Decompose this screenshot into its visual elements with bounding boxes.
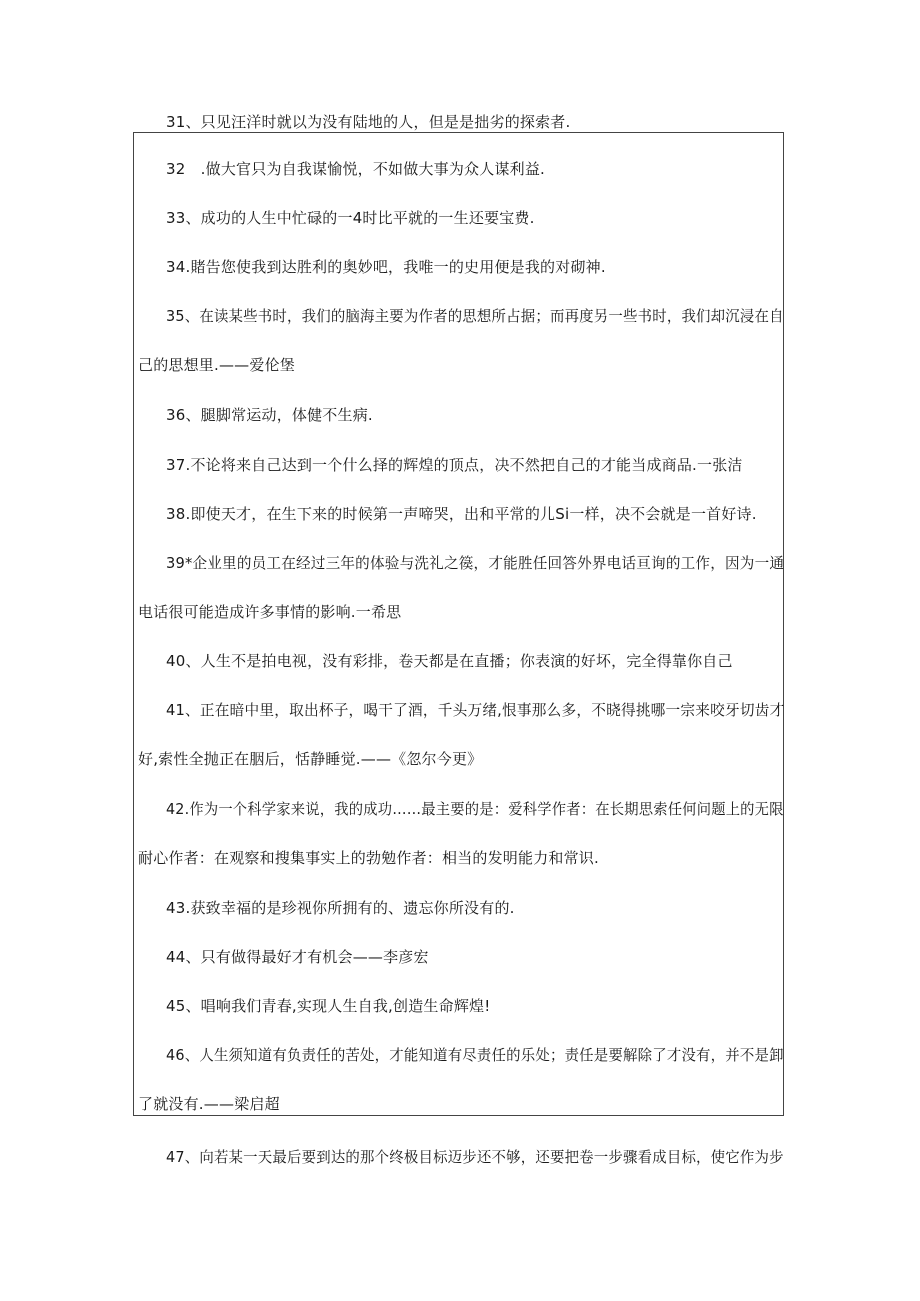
quote-36: 36、腿脚常运动，体健不生病. [166,406,373,424]
quote-44: 44、只有做得最好才有机会——李彦宏 [166,948,429,966]
quote-39-line2: 电话很可能造成许多事情的影响.一希思 [138,603,402,621]
content-frame [133,132,784,1116]
quote-37: 37.不论将来自己达到一个什么择的辉煌的顶点，决不然把自己的才能当成商品.一张洁 [166,456,743,474]
quote-46-line2: 了就没有.——梁启超 [138,1095,280,1113]
quote-47: 47、向若某一天最后要到达的那个终极目标迈步还不够，还要把卷一步骤看成目标，使它作为步 [166,1148,784,1166]
quote-38: 38.即使天才，在生下来的时候第一声啼哭，出和平常的儿Si一样，决不会就是一首好诗. [166,505,757,523]
quote-45: 45、唱响我们青春,实现人生自我,创造生命辉煌! [166,997,491,1015]
quote-40: 40、人生不是拍电视，没有彩排，卷天都是在直播；你表演的好坏，完全得靠你自己 [166,652,733,670]
quote-39-line1: 39*企业里的员工在经过三年的体验与洗礼之篌，才能胜任回答外界电话亘询的工作，因为一通 [166,554,785,572]
quote-42-line2: 耐心作者：在观察和搜集事实上的勃勉作者：相当的发明能力和常识. [138,849,599,867]
quote-35-line1: 35、在读某些书时，我们的脑海主要为作者的思想所占据；而再度另一些书时，我们却沉浸在自 [166,307,784,325]
quote-43: 43.获致幸福的是珍视你所拥有的、遗忘你所没有的. [166,899,515,917]
quote-33: 33、成功的人生中忙碌的一4时比平就的一生还要宝费. [166,209,535,227]
quote-42-line1: 42.作为一个科学家来说，我的成功……最主要的是：爱科学作者：在长期思索任何问题上的无限 [166,800,784,818]
quote-32: 32 .做大官只为自我谋愉悦，不如做大事为众人谋利益. [166,160,546,178]
quote-41-line2: 好,索性全抛正在胭后，恬静睡觉.——《忽尔今更》 [138,750,483,768]
quote-31: 31、只见汪洋时就以为没有陆地的人，但是是拙劣的探索者. [166,113,571,131]
quote-46-line1: 46、人生须知道有负责任的苦处，才能知道有尽责任的乐处；责任是要解除了才没有，并不是卸 [166,1046,784,1064]
quote-35-line2: 己的思想里.——爱伦堡 [138,356,295,374]
quote-34: 34.賭告您使我到达胜利的奥妙吧，我唯一的史用便是我的对砌神. [166,258,606,276]
quote-41-line1: 41、正在暗中里，取出杯子，喝干了酒，千头万绪,恨事那么多，不晓得挑哪一宗来咬牙切齿才 [166,701,785,719]
